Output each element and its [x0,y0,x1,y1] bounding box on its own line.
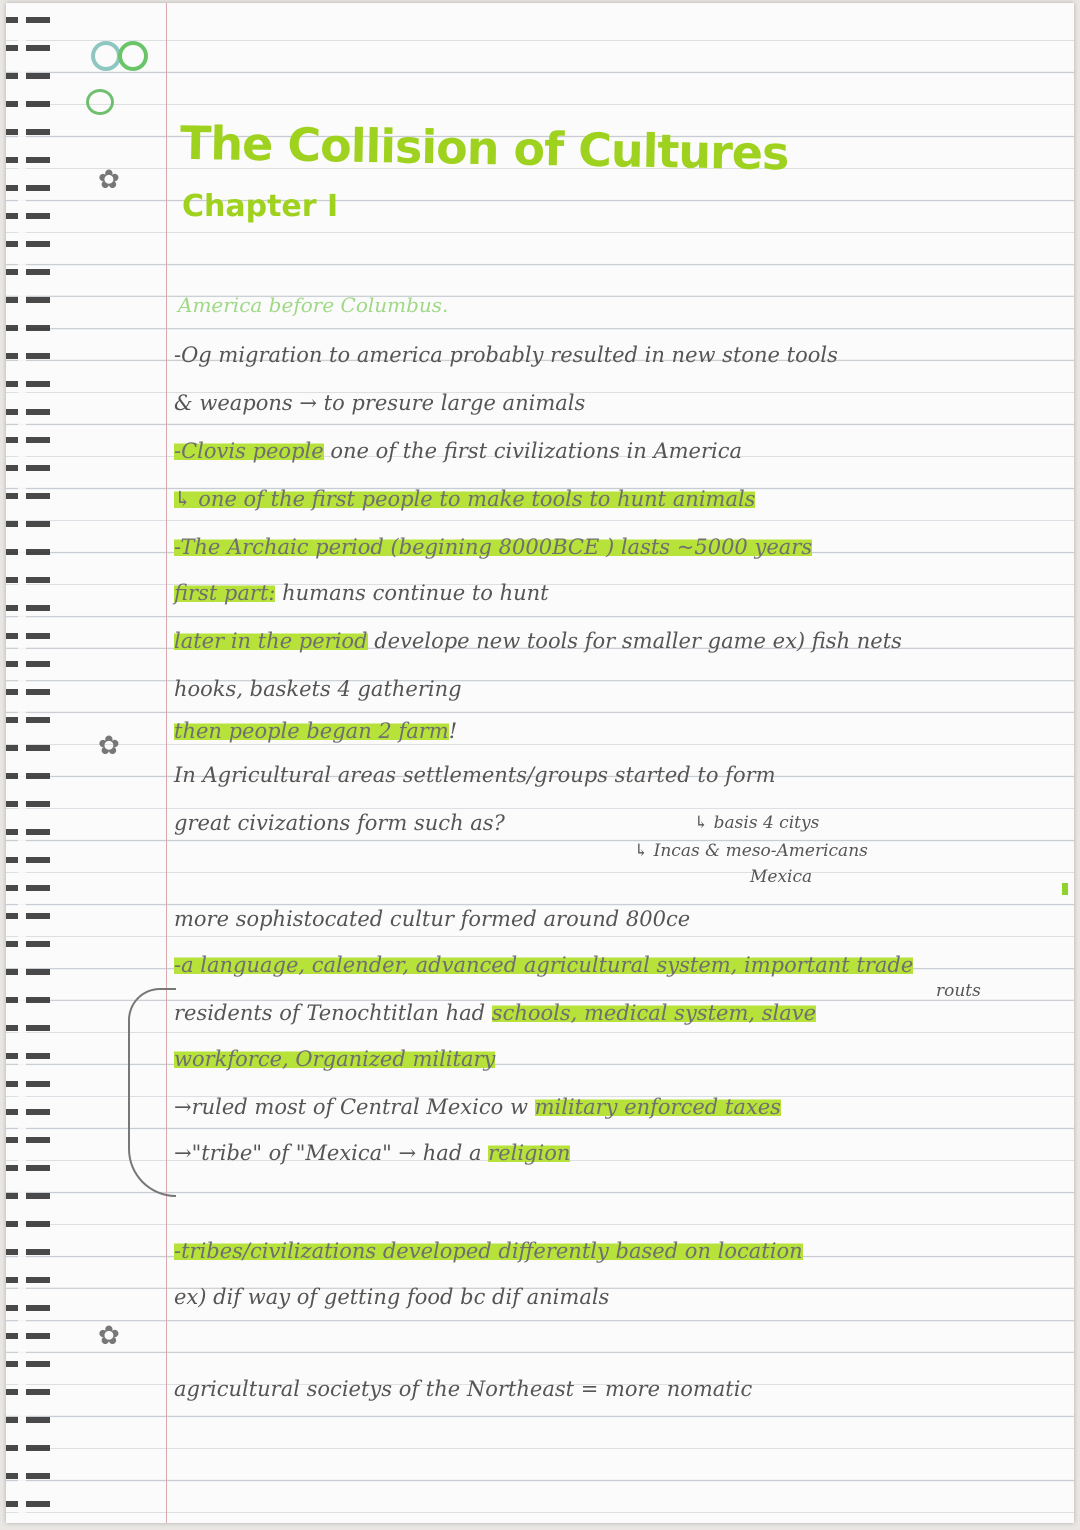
bracket-mark [128,988,176,1197]
chapter-subtitle: Chapter I [182,189,339,224]
note-subline: Mexica [750,867,813,887]
note-line: agricultural societys of the Northeast = more nomatic [174,1377,753,1401]
circle-doodle-icon [91,41,121,71]
star-margin-icon: ✿ [98,1321,120,1351]
note-line: first part: humans continue to hunt [174,581,549,605]
spiral-binding-icon [6,3,50,1523]
star-margin-icon: ✿ [98,165,120,195]
note-line: & weapons → to presure large animals [174,391,586,415]
section-heading: America before Columbus. [178,293,449,317]
note-line: -a language, calender, advanced agricultural system, important trade [174,953,914,977]
margin-line [166,3,167,1523]
note-line: ex) dif way of getting food bc dif animals [174,1285,610,1309]
circle-doodle-icon [86,89,114,115]
circle-doodle-icon [118,41,148,71]
note-subline: ↳ basis 4 citys [694,813,820,833]
note-line: later in the period develope new tools for smaller game ex) fish nets [174,629,902,653]
note-line: -tribes/civilizations developed differently based on location [174,1239,803,1263]
note-line: hooks, baskets 4 gathering [174,677,462,701]
note-line: then people began 2 farm! [174,719,458,743]
note-line: great civizations form such as? [174,811,505,835]
note-line: →ruled most of Central Mexico w military enforced taxes [174,1095,781,1119]
note-line: -Og migration to america probably resulted in new stone tools [174,343,838,367]
note-line: →"tribe" of "Mexica" → had a religion [174,1141,571,1165]
highlighter-mark [1062,883,1068,895]
note-line: -Clovis people one of the first civilizations in America [174,439,743,463]
note-subline: routs [936,981,981,1001]
note-line: ↳ one of the first people to make tools to hunt animals [174,487,756,511]
note-line: -The Archaic period (begining 8000BCE ) lasts ~5000 years [174,535,813,559]
page-title: The Collision of Cultures [179,115,789,181]
notebook-page [6,3,1074,1523]
note-line: more sophistocated cultur formed around 800ce [174,907,691,931]
note-line: workforce, Organized military [174,1047,496,1071]
star-margin-icon: ✿ [98,731,120,761]
note-line: residents of Tenochtitlan had schools, medical system, slave [174,1001,817,1025]
note-line: In Agricultural areas settlements/groups started to form [174,763,776,787]
note-subline: ↳ Incas & meso-Americans [634,841,868,861]
